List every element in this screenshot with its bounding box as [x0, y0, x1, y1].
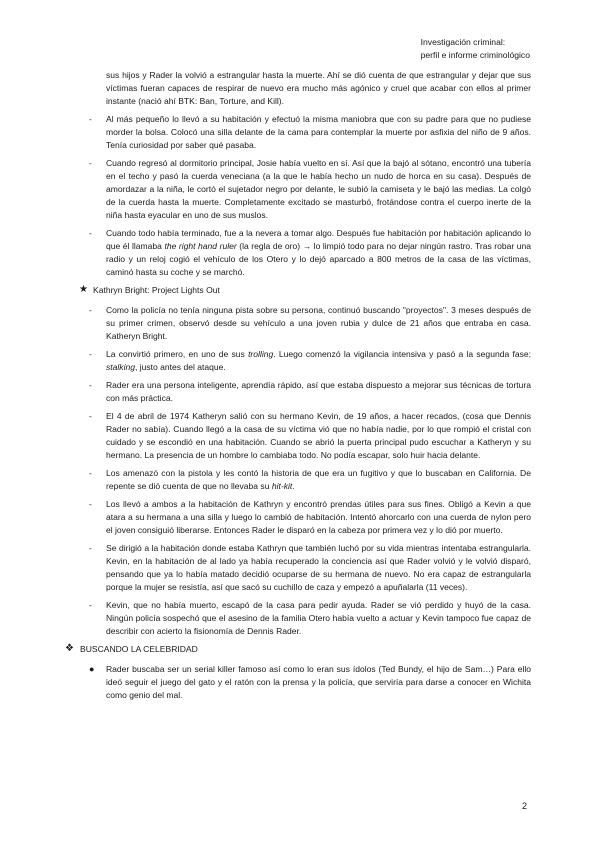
page-number: 2	[521, 801, 527, 811]
list-item: - El 4 de abril de 1974 Katheryn salió con su hermano Kevin, de 19 años, a hacer recados, (cosa que Dennis Rader no sabía). Cuando llegó a la casa de su víctima vió que no había nadie, por lo que rompió el cristal con cuidado y se escondió en una habitación. Cuando se abrió la puerta principal pudo escuchar a Katheryn y su hermano. La presencia de un hombre lo cambiaba todo. No podía escapar, solo huir hacia delante.	[106, 410, 531, 462]
list-item: - Se dirigió a la habitación donde estaba Kathryn que también luchó por su vida mientras intentaba estrangularla. Kevin, en la habitación de al lado ya había recuperado la conciencia así que Rader volvió y le volvió disparó, pensando que ya lo había matado decidió ocuparse de su hermana de nuevo. No era capaz de estrangularla porque la mujer se resistía, así que sacó su cuchillo de caza y empezó a apuñalarla (11 veces).	[106, 542, 531, 594]
list-item: - Cuando regresó al dormitorio principal, Josie había vuelto en sí. Así que la bajó al sótano, encontró una tubería en el techo y pasó la cuerda veneciana (a la que le había hecho un nudo de horca en su casa). Después de amordazar a la niña, le cortó el sujetador negro por delante, le subió la camiseta y le bajó las medias. La colgó de la cuerda hasta la muerte. Completamente excitado se masturbó, frotándose contra el cuerpo inerte de la niña hasta eyacular en uno de sus muslos.	[106, 157, 531, 222]
bullet-dot-icon: ●	[89, 664, 95, 674]
list-item: - Rader era una persona inteligente, aprendía rápido, así que estaba dispuesto a mejorar sus técnicas de tortura con más práctica.	[106, 379, 531, 405]
italic-term: trolling	[248, 349, 274, 359]
page-header	[421, 36, 530, 62]
italic-term: the right hand ruler	[164, 241, 237, 251]
diamond-bullet-icon: ❖	[65, 643, 74, 654]
list-item: - Al más pequeño lo llevó a su habitación y efectuó la misma maniobra que con su padre para que no pudiese morder la bolsa. Colocó una silla delante de la cama para contemplar la muerte por asfixia del niño de 9 años. Tenía curiosidad por saber qué pasaba.	[106, 113, 531, 152]
section-heading-kathryn	[79, 284, 531, 297]
section-title: Kathryn Bright: Project Lights Out	[93, 285, 220, 295]
list-item: - Kevin, que no había muerto, escapó de la casa para pedir ayuda. Rader se vió perdido y huyó de la casa. Ningún policía sospechó que el asesino de la familia Otero había vuelto a actuar y Kevin tampoco fue capaz de describir con acierto la fisionomía de Dennis Rader.	[106, 599, 531, 638]
italic-term: hit-kit	[271, 481, 293, 491]
list-item: - Como la policía no tenía ninguna pista sobre su persona, continuó buscando "proyectos". 3 meses después de su primer crimen, observó desde su vehículo a una joven rubia y dulce de 21 años que entraba en casa. Katheryn Bright.	[106, 304, 531, 343]
list-item: - Cuando todo había terminado, fue a la nevera a tomar algo. Después fue habitación por habitación aplicando lo que él llamaba the right hand ruler (la regla de oro) → lo limpió todo para no dejar ningún rastro. Tras robar una radio y un reloj cogió el vehículo de los Otero y lo dejó aparcado a 800 metros de la casa de las víctimas, caminó hasta su coche y se marchó.	[106, 227, 531, 279]
star-icon: ★	[79, 284, 88, 295]
otero-list	[80, 113, 531, 279]
list-item: ● Rader buscaba ser un serial killer famoso así como lo eran sus ídolos (Ted Bundy, el hijo de Sam…) Para ello ideó seguir el juego del gato y el ratón con la prensa y la policía, que serviría para darse a conocer en Wichita como genio del mal.	[89, 664, 531, 700]
list-item: - Los llevó a ambos a la habitación de Kathryn y encontró prendas útiles para sus fines. Obligó a Kevin a que atara a su hermana a una silla y luego lo cambió de habitación. Intentó ahorcarlo con una cuerda de nylon pero el joven consiguió liberarse. Entonces Rader le disparó en la cabeza por primera vez y lo dió por muerto.	[106, 498, 531, 537]
header-line-1: Investigación criminal:	[420, 37, 506, 47]
section-title: BUSCANDO LA CELEBRIDAD	[80, 644, 198, 654]
intro-continuation: sus hijos y Rader la volvió a estrangular hasta la muerte. Ahí se dió cuenta de que estrangular y dejar que sus víctimas fueran capaces de respirar de nuevo era mucho más agónico y cruel que acabar con ellos al primer instante (nació ahí BTK: Ban, Torture, and Kill).	[106, 70, 531, 106]
list-item: - La convirtió primero, en uno de sus trolling. Luego comenzó la vigilancia intensiva y pasó a la segunda fase: stalking, justo antes del ataque.	[106, 348, 531, 374]
document-body	[65, 69, 532, 702]
list-item: - Los amenazó con la pistola y les contó la historia de que era un fugitivo y que lo buscaban en California. De repente se dió cuenta de que no llevaba su hit-kit.	[106, 467, 531, 493]
kathryn-list	[80, 304, 531, 638]
header-line-2: perfil e informe criminológico	[420, 50, 530, 60]
section-heading-celebrity	[65, 643, 531, 656]
italic-term: stalking	[106, 362, 135, 372]
